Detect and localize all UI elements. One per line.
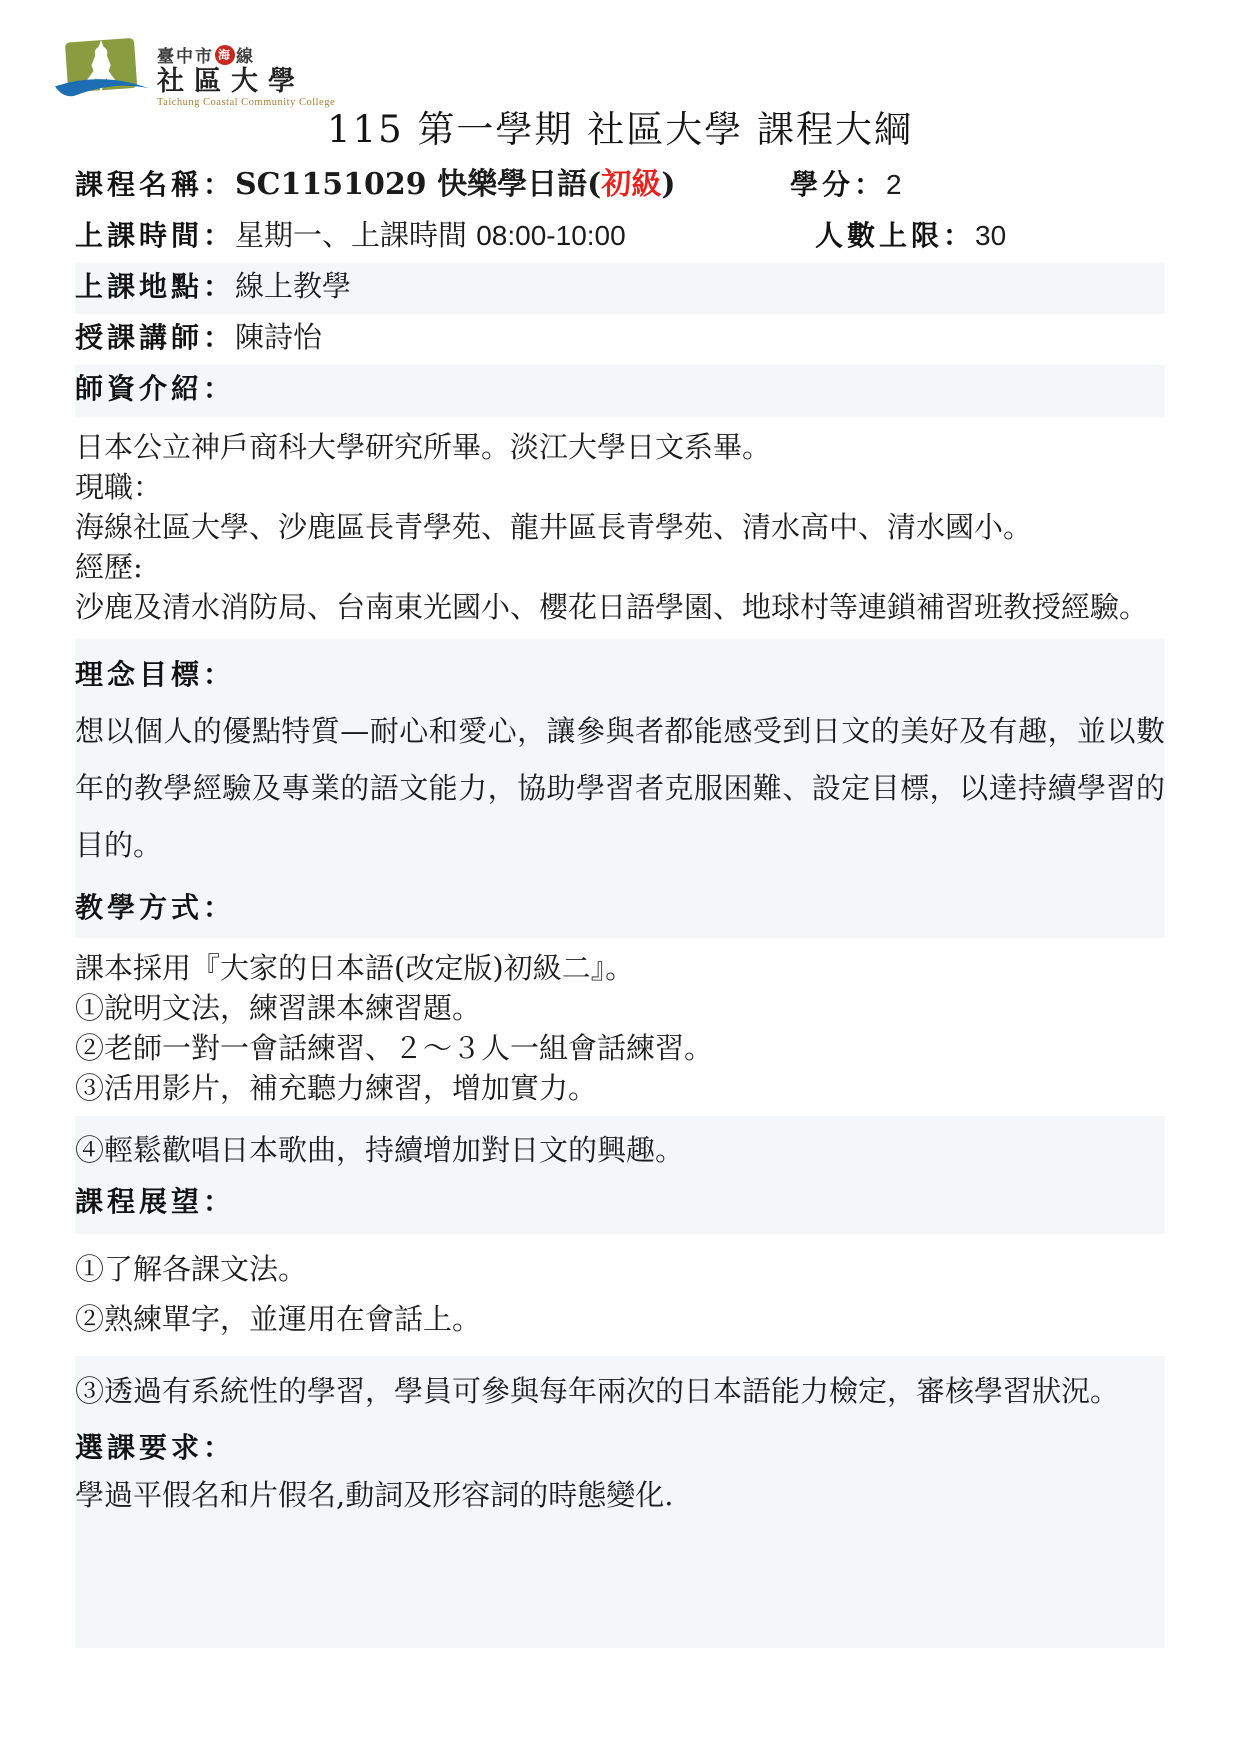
course-name-suffix: ) [661,167,676,202]
teacher-intro-line: 海線社區大學、沙鹿區長青學苑、龍井區長青學苑、清水高中、清水國小。 [75,510,1033,544]
course-name-value: SC1151029 快樂學日語( [235,167,602,202]
teaching-method-heading: 教學方式： [75,892,236,923]
college-region-name [157,42,335,67]
page-title: 115 第一學期 社區大學 課程大綱 [327,108,913,151]
teacher-intro-line: 經歷: [75,550,143,584]
outlook-item: ②熟練單字，並運用在會話上。 [75,1302,482,1336]
teacher-intro-line: 日本公立神戶商科大學研究所畢。淡江大學日文系畢。 [75,430,772,464]
textbook-line: 課本採用『大家的日本語(改定版)初級二』。 [75,951,635,985]
course-name-label: 課程名稱： [75,169,236,200]
capacity-label: 人數上限： [815,220,976,251]
teacher-intro-heading: 師資介紹： [75,373,236,404]
teaching-method-body [75,938,1165,1112]
course-name-cell [75,169,790,205]
philosophy-heading: 理念目標： [75,659,236,690]
course-level-badge: 初級 [601,167,662,202]
instructor-row [75,314,1165,365]
instructor-value: 陳詩怡 [235,320,323,354]
class-time-cell [75,219,790,256]
syllabus-content [0,156,1240,1648]
college-logo [55,36,335,108]
sea-seal-icon: 海 [215,45,235,65]
teacher-intro-body [75,417,1165,633]
course-outlook-heading: 課程展望： [75,1186,236,1217]
course-outlook-body [75,1234,1165,1350]
philosophy-paragraph: 想以個人的優點特質—耐心和愛心，讓參與者都能感受到日文的美好及有趣，並以數年的教學經驗及專業的語文能力，協助學習者克服困難、設定目標，以達持續學習的目的。 [75,714,1165,862]
course-name-row [75,162,1165,212]
college-name: 社區大學 [157,66,305,97]
credits-cell [790,169,1165,205]
class-location-row [75,263,1165,314]
region-pre: 臺中市 [157,47,214,66]
outlook-item: ①了解各課文法。 [75,1252,308,1286]
teacher-intro-line: 現職： [75,470,163,504]
teaching-step: ①說明文法，練習課本練習題。 [75,991,482,1025]
teaching-step: ②老師一對一會話練習、２～３人一組會話練習。 [75,1031,714,1065]
course-requirement-body: 學過平假名和片假名,動詞及形容詞的時態變化. [75,1478,674,1512]
course-requirement-heading: 選課要求： [75,1432,236,1463]
college-logo-icon [55,36,151,104]
credits-value: 2 [886,169,902,200]
class-time-row [75,212,1165,263]
requirement-section [75,1356,1165,1648]
capacity-cell [790,220,1165,256]
teaching-step4-and-outlook-heading [75,1116,1165,1234]
class-time-label: 上課時間： [75,220,236,251]
teacher-intro-heading-row [75,365,1165,417]
college-logo-text [157,42,335,108]
teaching-step: ③活用影片，補充聽力練習，增加實力。 [75,1071,598,1105]
class-location-label: 上課地點： [75,271,236,302]
credits-label: 學分： [790,169,887,200]
teaching-step: ④輕鬆歡唱日本歌曲，持續增加對日文的興趣。 [75,1133,685,1167]
region-post: 線 [236,47,255,66]
outlook-item: ③透過有系統性的學習，學員可參與每年兩次的日本語能力檢定，審核學習狀況。 [75,1374,1120,1408]
class-location-value: 線上教學 [235,269,352,303]
philosophy-section [75,639,1165,938]
college-english-name: Taichung Coastal Community College [157,97,336,108]
class-time-value: 星期一、上課時間 [235,218,477,252]
instructor-label: 授課講師： [75,322,236,353]
class-time-hours: 08:00-10:00 [476,220,626,251]
teacher-intro-line: 沙鹿及清水消防局、台南東光國小、櫻花日語學園、地球村等連鎖補習班教授經驗。 [75,590,1149,624]
capacity-value: 30 [975,220,1007,251]
